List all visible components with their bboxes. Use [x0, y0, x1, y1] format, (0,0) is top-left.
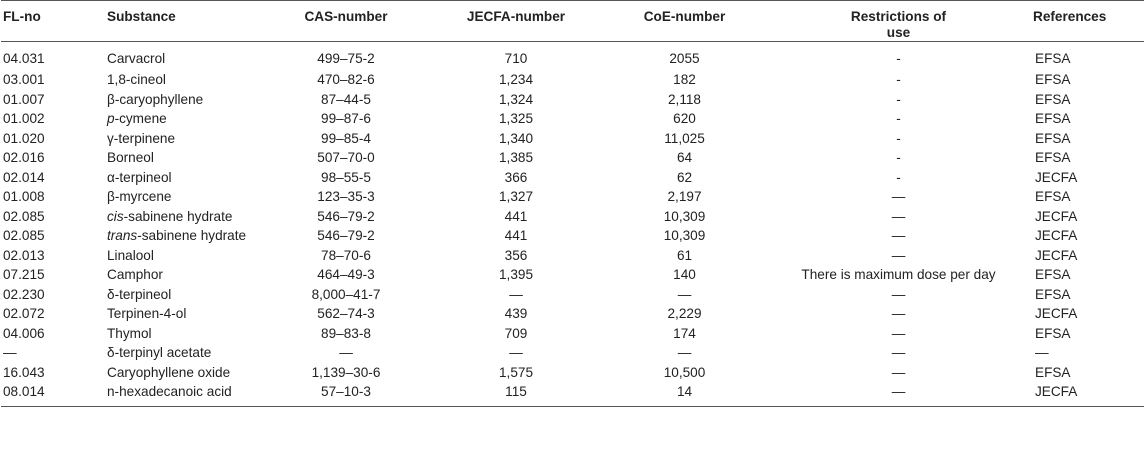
- cell-cas-number: 123–35-3: [317, 189, 375, 205]
- cell-cas-number: 89–83-8: [321, 325, 371, 341]
- cell-fl-no: 01.007: [3, 91, 45, 107]
- cell-jecfa-number: 1,575: [498, 364, 534, 380]
- cell-jecfa-number: 441: [504, 228, 528, 244]
- cell-jecfa-number: 1,325: [498, 111, 534, 127]
- cell-substance: [87, 265, 263, 285]
- cell-restrictions: -: [896, 169, 901, 185]
- substance-name: Camphor: [107, 267, 163, 283]
- header-row: [1, 1, 1144, 42]
- substance-prefix: δ-: [107, 345, 120, 361]
- cell-coe-number: 2,118: [667, 91, 701, 107]
- cell-cas-number: 99–85-4: [321, 130, 371, 146]
- cell-jecfa-number: 441: [504, 208, 528, 224]
- cell-fl-no: 16.043: [3, 364, 45, 380]
- cell-jecfa-number: 709: [504, 325, 528, 341]
- table-row: [1, 363, 1144, 383]
- cell-coe-number: —: [677, 345, 692, 361]
- cell-restrictions: —: [891, 364, 906, 380]
- substance-name: -sabinene hydrate: [123, 208, 233, 224]
- cell-restrictions: —: [891, 208, 906, 224]
- cell-substance: [87, 226, 263, 246]
- table-row: [1, 226, 1144, 246]
- cell-reference: EFSA: [1035, 72, 1071, 88]
- table-row: [1, 148, 1144, 168]
- cell-cas-number: —: [339, 345, 353, 361]
- cell-reference: EFSA: [1035, 267, 1071, 283]
- cell-reference: JECFA: [1035, 247, 1078, 263]
- table-row: [1, 129, 1144, 149]
- cell-fl-no: 02.016: [3, 150, 45, 166]
- cell-substance: [87, 90, 263, 110]
- cell-coe-number: 10,309: [663, 208, 706, 224]
- cell-restrictions: —: [891, 247, 906, 263]
- cell-fl-no: 02.085: [3, 228, 45, 244]
- cell-restrictions: -: [896, 111, 901, 127]
- cell-reference: —: [1035, 345, 1049, 361]
- cell-substance: [87, 382, 263, 407]
- cell-jecfa-number: 1,324: [498, 91, 534, 107]
- cell-coe-number: 11,025: [664, 130, 705, 146]
- substance-name: myrcene: [119, 189, 172, 205]
- table-row: [1, 207, 1144, 227]
- cell-cas-number: 87–44-5: [321, 91, 371, 107]
- header-fl-no: FL-no: [3, 9, 41, 24]
- cell-substance: [87, 129, 263, 149]
- cell-cas-number: 99–87-6: [321, 111, 371, 127]
- substance-prefix: β-: [107, 91, 120, 107]
- substance-name: -cymene: [114, 111, 167, 127]
- cell-substance: [87, 109, 263, 129]
- cell-coe-number: 620: [673, 111, 696, 127]
- substance-name: caryophyllene: [119, 91, 204, 107]
- table-row: [1, 42, 1144, 71]
- cell-coe-number: 61: [676, 247, 693, 263]
- cell-reference: JECFA: [1035, 169, 1078, 185]
- cell-reference: EFSA: [1035, 189, 1071, 205]
- cell-jecfa-number: 439: [504, 306, 528, 322]
- cell-cas-number: 98–55-5: [321, 169, 371, 185]
- substance-name: Carvacrol: [107, 50, 166, 66]
- header-cas-number: CAS-number: [304, 9, 388, 24]
- cell-substance: [87, 246, 263, 266]
- cell-fl-no: 02.230: [3, 286, 45, 302]
- cell-cas-number: 546–79-2: [317, 208, 375, 224]
- cell-jecfa-number: 115: [505, 384, 527, 399]
- cell-reference: JECFA: [1035, 208, 1078, 224]
- cell-restrictions: -: [896, 50, 901, 66]
- cell-jecfa-number: —: [509, 286, 523, 302]
- cell-restrictions: —: [891, 325, 906, 341]
- substance-name: -sabinene hydrate: [137, 228, 247, 244]
- cell-coe-number: 140: [673, 267, 696, 283]
- substance-name: Linalool: [107, 247, 154, 263]
- table-row: [1, 324, 1144, 344]
- cell-cas-number: 78–70-6: [321, 247, 371, 263]
- substance-name: Caryophyllene oxide: [107, 364, 231, 380]
- cell-substance: [87, 324, 263, 344]
- table-body: [1, 42, 1144, 407]
- cell-restrictions: —: [891, 345, 906, 361]
- cell-fl-no: 03.001: [3, 72, 45, 88]
- table-row: [1, 90, 1144, 110]
- substance-name: terpineol: [119, 169, 172, 185]
- table-row: [1, 285, 1144, 305]
- cell-fl-no: 01.020: [3, 130, 45, 146]
- cell-restrictions: —: [891, 384, 906, 399]
- cell-coe-number: 10,309: [663, 228, 706, 244]
- cell-cas-number: 57–10-3: [321, 384, 371, 399]
- cell-cas-number: 546–79-2: [317, 228, 375, 244]
- cell-jecfa-number: 356: [504, 247, 528, 263]
- table-row: [1, 246, 1144, 266]
- substance-prefix: β-: [107, 189, 120, 205]
- substance-prefix: γ-: [107, 130, 119, 146]
- cell-jecfa-number: 1,340: [498, 130, 534, 146]
- cell-substance: [87, 363, 263, 383]
- cell-fl-no: 04.006: [3, 325, 45, 341]
- substance-name: Borneol: [107, 150, 154, 166]
- substance-name: terpinyl acetate: [119, 345, 212, 361]
- substance-name: 1,8-cineol: [107, 72, 166, 88]
- cell-cas-number: 470–82-6: [317, 72, 375, 88]
- cell-reference: EFSA: [1035, 286, 1071, 302]
- cell-fl-no: 02.072: [3, 306, 45, 322]
- cell-coe-number: 14: [676, 384, 693, 399]
- cell-reference: JECFA: [1035, 306, 1078, 322]
- cell-coe-number: 2,229: [667, 306, 702, 322]
- cell-cas-number: 8,000–41-7: [311, 286, 381, 302]
- substance-prefix: α-: [107, 169, 120, 185]
- table-row: [1, 343, 1144, 363]
- cell-substance: [87, 42, 263, 71]
- header-restrictions-of-use: Restrictions of use: [850, 9, 947, 40]
- cell-fl-no: 02.085: [3, 208, 45, 224]
- cell-jecfa-number: 710: [504, 50, 528, 66]
- substance-name: terpineol: [119, 286, 172, 302]
- cell-substance: [87, 285, 263, 305]
- cell-fl-no: 08.014: [3, 384, 45, 399]
- cell-jecfa-number: 1,327: [498, 189, 534, 205]
- table-row: [1, 109, 1144, 129]
- substance-name: Terpinen-4-ol: [107, 306, 187, 322]
- header-jecfa-number: JECFA-number: [466, 9, 566, 24]
- cell-jecfa-number: 366: [504, 169, 528, 185]
- substance-name: Thymol: [107, 325, 152, 341]
- cell-substance: [87, 148, 263, 168]
- cell-restrictions: —: [891, 286, 906, 302]
- header-coe-number: CoE-number: [643, 9, 726, 24]
- table-row: [1, 304, 1144, 324]
- cell-restrictions: -: [896, 150, 901, 166]
- cell-cas-number: 499–75-2: [317, 50, 375, 66]
- cell-cas-number: 507–70-0: [317, 150, 375, 166]
- cell-restrictions: -: [896, 91, 901, 107]
- substance-prefix: δ-: [107, 286, 120, 302]
- cell-substance: [87, 187, 263, 207]
- cell-coe-number: 182: [673, 72, 696, 88]
- cell-reference: JECFA: [1035, 384, 1078, 399]
- table-row: [1, 70, 1144, 90]
- cell-cas-number: 464–49-3: [317, 267, 375, 283]
- substances-table: [1, 0, 1144, 407]
- cell-fl-no: —: [3, 345, 17, 361]
- cell-restrictions: There is maximum dose per day: [801, 267, 996, 283]
- cell-substance: [87, 343, 263, 363]
- cell-coe-number: 2,197: [667, 189, 702, 205]
- cell-jecfa-number: 1,385: [498, 150, 534, 166]
- cell-jecfa-number: —: [509, 345, 523, 361]
- cell-substance: [87, 70, 263, 90]
- cell-reference: JECFA: [1035, 228, 1078, 244]
- cell-coe-number: 2055: [669, 50, 700, 66]
- cell-reference: EFSA: [1035, 130, 1071, 146]
- cell-coe-number: 64: [676, 150, 693, 166]
- substance-name: n-hexadecanoic acid: [107, 384, 232, 399]
- cell-restrictions: -: [896, 72, 901, 88]
- substance-name: terpinene: [118, 130, 176, 146]
- substance-italic-part: trans: [107, 228, 138, 244]
- cell-coe-number: —: [677, 286, 692, 302]
- cell-cas-number: 1,139–30-6: [311, 364, 381, 380]
- cell-coe-number: 62: [676, 169, 693, 185]
- cell-jecfa-number: 1,395: [498, 267, 534, 283]
- header-substance: Substance: [107, 9, 176, 24]
- cell-fl-no: 04.031: [3, 50, 45, 66]
- cell-jecfa-number: 1,234: [498, 72, 534, 88]
- cell-reference: EFSA: [1035, 150, 1071, 166]
- table-row: [1, 168, 1144, 188]
- table-header: [1, 1, 1144, 42]
- cell-restrictions: -: [896, 130, 901, 146]
- cell-restrictions: —: [891, 306, 906, 322]
- cell-fl-no: 02.013: [3, 247, 45, 263]
- cell-substance: [87, 304, 263, 324]
- cell-reference: EFSA: [1035, 50, 1071, 66]
- cell-reference: EFSA: [1035, 364, 1071, 380]
- cell-substance: [87, 207, 263, 227]
- cell-fl-no: 02.014: [3, 169, 45, 185]
- substance-italic-part: p: [107, 111, 115, 127]
- table-row: [1, 265, 1144, 285]
- cell-coe-number: 174: [673, 325, 696, 341]
- substance-italic-part: cis: [107, 208, 124, 224]
- cell-fl-no: 01.002: [3, 111, 45, 127]
- cell-fl-no: 07.215: [3, 267, 45, 283]
- cell-restrictions: —: [891, 228, 906, 244]
- table-row: [1, 187, 1144, 207]
- cell-cas-number: 562–74-3: [317, 306, 375, 322]
- cell-restrictions: —: [891, 189, 906, 205]
- table-row: [1, 382, 1144, 407]
- cell-coe-number: 10,500: [663, 364, 706, 380]
- cell-substance: [87, 168, 263, 188]
- cell-reference: EFSA: [1035, 111, 1071, 127]
- cell-reference: EFSA: [1035, 325, 1071, 341]
- header-references: References: [1033, 9, 1107, 24]
- cell-reference: EFSA: [1035, 91, 1071, 107]
- cell-fl-no: 01.008: [3, 189, 45, 205]
